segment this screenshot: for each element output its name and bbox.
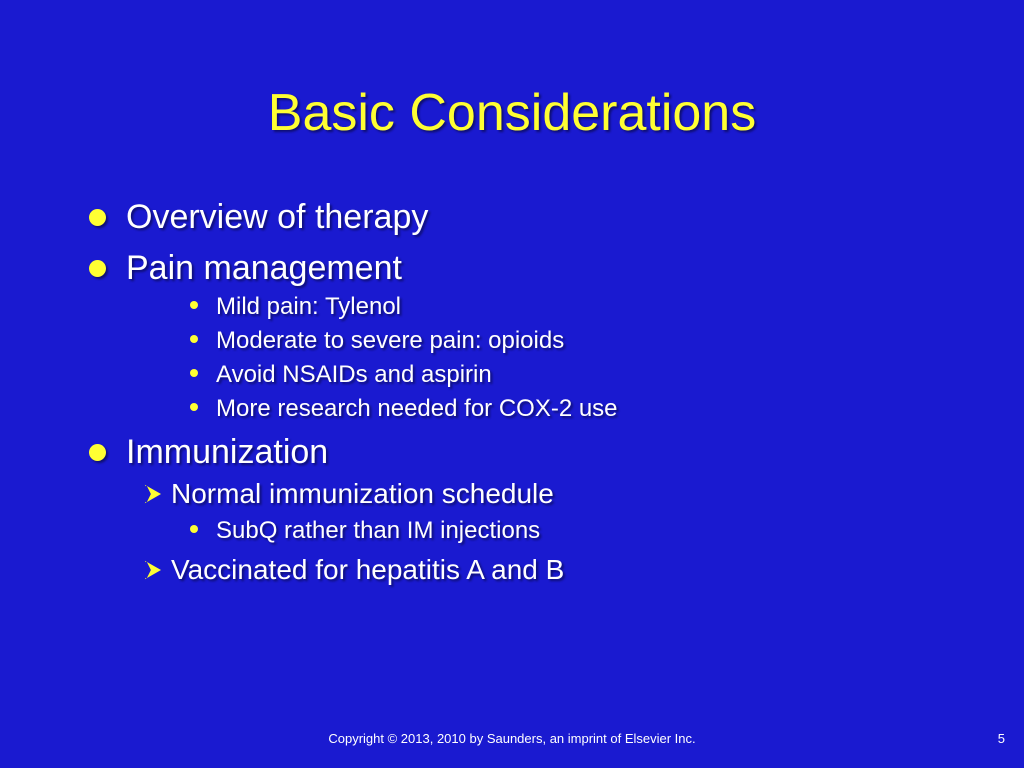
arrowhead-icon <box>143 560 163 580</box>
bullet-item <box>126 197 428 237</box>
sub-bullet-text: SubQ rather than IM injections <box>216 517 541 544</box>
sub-bullet-item <box>216 292 401 322</box>
small-dot-icon <box>190 525 198 533</box>
bullet-dot-icon <box>89 444 106 461</box>
sub-bullet-item <box>216 360 492 390</box>
sub-bullet-item <box>216 516 540 546</box>
arrow-bullet-text: Vaccinated for hepatitis A and B <box>171 554 565 585</box>
page-number: 5 <box>997 731 1005 746</box>
arrow-bullet-item <box>171 477 554 511</box>
arrow-bullet-text: Normal immunization schedule <box>171 478 554 509</box>
sub-bullet-item <box>216 394 618 424</box>
sub-bullet-text: Mild pain: Tylenol <box>216 293 401 320</box>
bullet-text: Overview of therapy <box>126 198 429 236</box>
arrowhead-icon <box>143 484 163 504</box>
bullet-item <box>126 432 328 472</box>
arrow-bullet-item <box>171 553 564 587</box>
small-dot-icon <box>190 335 198 343</box>
bullet-item <box>126 248 402 288</box>
bullet-text: Pain management <box>126 249 402 287</box>
bullet-dot-icon <box>89 209 106 226</box>
bullet-text: Immunization <box>126 433 329 471</box>
small-dot-icon <box>190 369 198 377</box>
copyright-footer: Copyright © 2013, 2010 by Saunders, an imprint of Elsevier Inc. <box>328 731 696 746</box>
sub-bullet-text: More research needed for COX-2 use <box>216 395 618 422</box>
small-dot-icon <box>190 301 198 309</box>
sub-bullet-item <box>216 326 564 356</box>
sub-bullet-text: Avoid NSAIDs and aspirin <box>216 361 492 388</box>
sub-bullet-text: Moderate to severe pain: opioids <box>216 327 565 354</box>
small-dot-icon <box>190 403 198 411</box>
bullet-dot-icon <box>89 260 106 277</box>
slide-title: Basic Considerations <box>267 84 757 142</box>
